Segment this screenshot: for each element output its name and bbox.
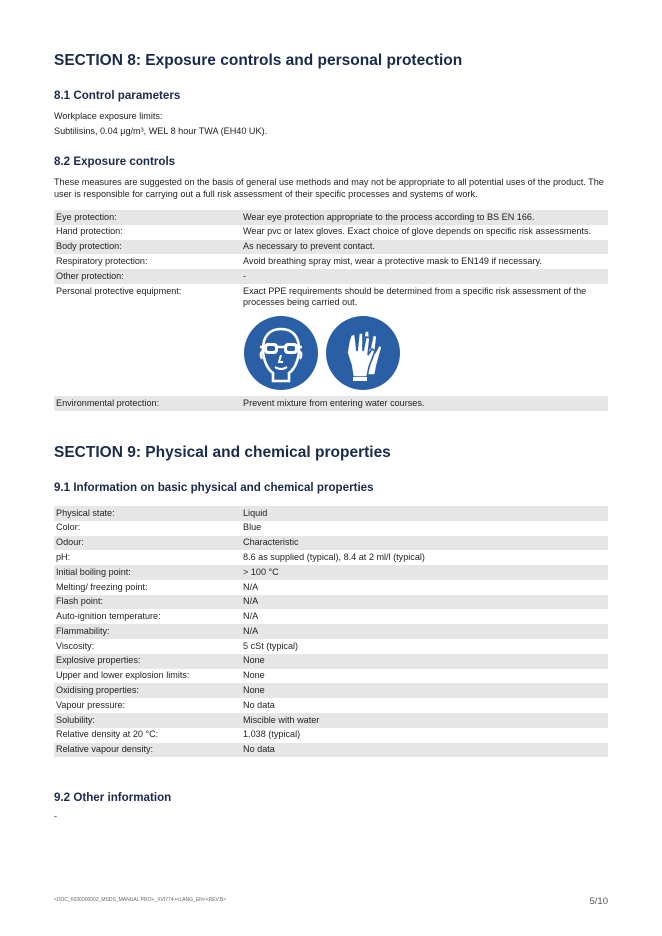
section8-title: SECTION 8: Exposure controls and personal protection [54,52,463,69]
section8-1-title: 8.1 Control parameters [54,89,181,102]
row-value: Blue [243,522,262,533]
row-label: Hand protection: [56,226,123,237]
row-label: Upper and lower explosion limits: [56,670,190,681]
row-value: N/A [243,581,259,592]
exposure-controls-table [54,210,608,411]
table-row [54,254,608,269]
row-label: Initial boiling point: [54,565,241,580]
physical-properties-table [54,506,608,757]
row-label: Odour: [54,536,241,551]
row-value: No data [243,699,275,710]
row-value: Miscible with water [241,713,608,728]
row-value: 1.038 (typical) [243,729,301,740]
row-value: N/A [241,595,608,610]
hand-protection-icon [325,315,401,391]
exposure-limits-value: Subtilisins, 0.04 µg/m³, WEL 8 hour TWA (EH40 UK). [54,126,268,136]
other-information-text: - [54,811,58,821]
table-row [54,683,608,698]
document-code: <DOC_6036000002_MSDS_MANUAL PRO+_XVI774><LANG_EN><REV.B> [54,897,227,903]
row-value: - [241,269,608,284]
row-label: Relative density at 20 °C: [56,729,159,740]
row-label: Body protection: [54,240,241,255]
row-label: Melting/ freezing point: [56,581,148,592]
table-row [54,565,608,580]
table-row [54,728,608,743]
row-value: No data [241,743,608,758]
table-row [54,269,608,284]
row-label: Flammability: [54,624,241,639]
table-row [54,210,608,225]
section8-2-title: 8.2 Exposure controls [54,155,176,168]
section9-title: SECTION 9: Physical and chemical properties [54,444,391,461]
table-row [54,743,608,758]
row-value: Wear pvc or latex gloves. Exact choice of glove depends on specific risk assessments. [243,226,592,237]
row-label: Flash point: [54,595,241,610]
row-value: 5 cSt (typical) [243,640,299,651]
row-value: None [243,670,265,681]
row-label: Eye protection: [54,210,241,225]
table-row [54,284,608,396]
row-label: Respiratory protection: [56,255,148,266]
table-row [54,713,608,728]
table-row [54,536,608,551]
section9-2-title: 9.2 Other information [54,791,172,804]
row-value [241,284,608,396]
row-value: None [241,683,608,698]
row-label: Oxidising properties: [54,683,241,698]
row-label: Explosive properties: [54,654,241,669]
table-row [54,624,608,639]
table-row [54,521,608,536]
row-label: Vapour pressure: [56,699,126,710]
table-row [54,506,608,521]
ppe-text: Exact PPE requirements should be determined from a specific risk assessment of the processes being carried out. [243,285,587,308]
row-label: pH: [56,551,71,562]
table-row [54,580,608,595]
table-row [54,240,608,255]
table-row [54,698,608,713]
exposure-controls-text: These measures are suggested on the basis of general use methods and may not be appropriate to all potential uses of the product. The user is responsible for carrying out a full risk assessment of their specific processes and systems of work. [54,177,604,200]
row-value: Prevent mixture from entering water courses. [241,396,608,411]
row-value: Avoid breathing spray mist, wear a protective mask to EN149 if necessary. [243,255,542,266]
row-value: None [241,654,608,669]
ppe-icons [243,315,606,391]
eye-protection-icon [243,315,319,391]
table-row [54,654,608,669]
row-value: Characteristic [241,536,608,551]
row-value: 8.6 as supplied (typical), 8.4 at 2 ml/l (typical) [243,551,425,562]
row-value: Wear eye protection appropriate to the process according to BS EN 166. [241,210,608,225]
row-label: Color: [56,522,81,533]
table-row [54,639,608,654]
table-row [54,669,608,684]
row-label: Other protection: [54,269,241,284]
table-row [54,396,608,411]
section9-1-title: 9.1 Information on basic physical and chemical properties [54,481,374,494]
row-value: > 100 °C [241,565,608,580]
row-value: As necessary to prevent contact. [241,240,608,255]
table-row [54,595,608,610]
row-label: Auto-ignition temperature: [56,611,161,622]
row-label: Physical state: [54,506,241,521]
row-value: Liquid [241,506,608,521]
row-value: N/A [243,611,259,622]
page-number: 5/10 [589,896,608,907]
row-value: N/A [241,624,608,639]
exposure-limits-label: Workplace exposure limits: [54,111,163,121]
table-row [54,609,608,624]
row-label: Solubility: [54,713,241,728]
table-row [54,550,608,565]
row-label: Environmental protection: [54,396,241,411]
row-label: Viscosity: [56,640,95,651]
row-label: Personal protective equipment: [56,285,182,296]
table-row [54,225,608,240]
row-label: Relative vapour density: [54,743,241,758]
